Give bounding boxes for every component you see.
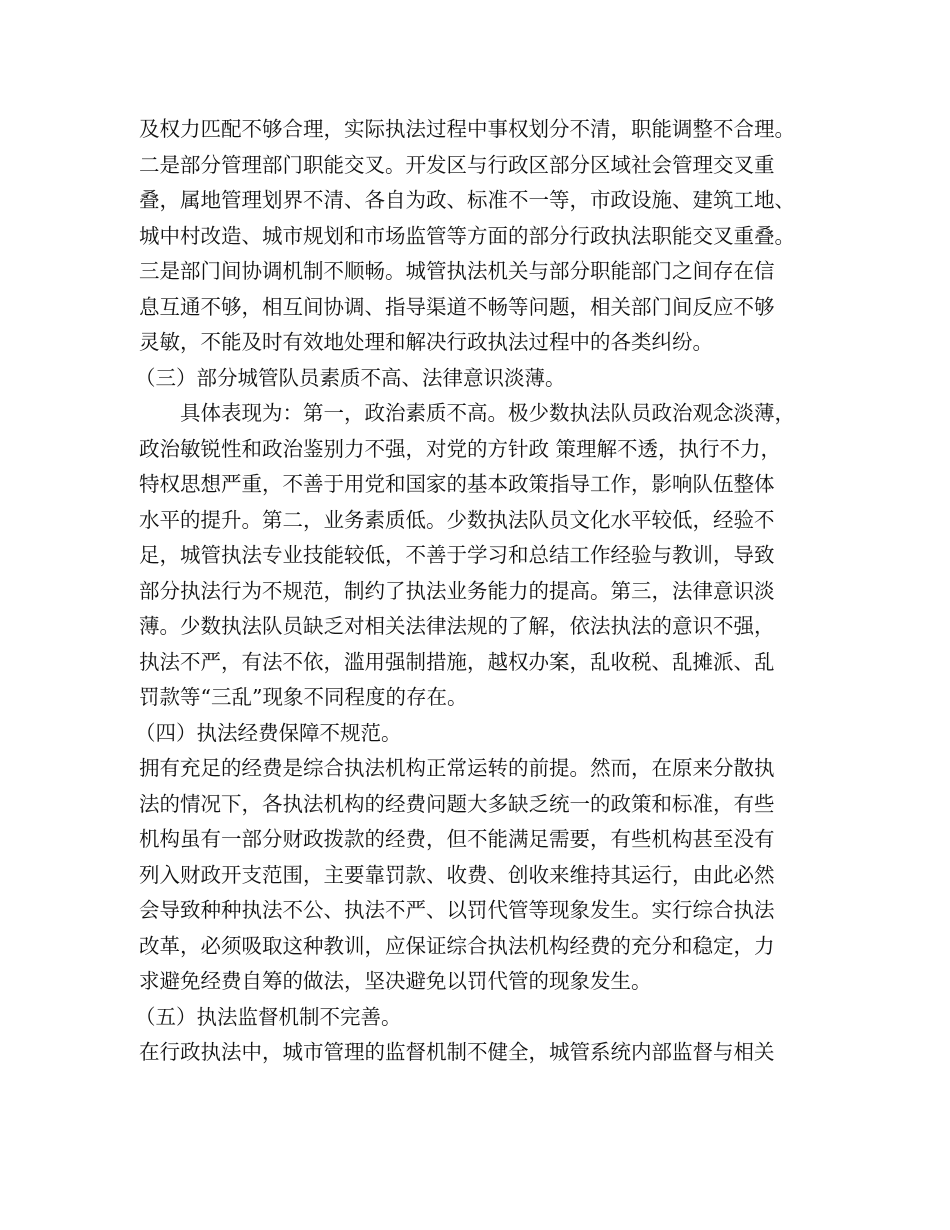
body-line: 改革，必须吸取这种教训，应保证综合执法机构经费的充分和稳定，力 [139, 933, 775, 958]
body-line: 薄。少数执法队员缺乏对相关法律法规的了解，依法执法的意识不强， [139, 614, 775, 638]
body-line: 执法不严，有法不依，滥用强制措施，越权办案，乱收税、乱摊派、乱 [139, 649, 775, 674]
body-line: 政治敏锐性和政治鉴别力不强，对党的方针政 策理解不透，执行不力， [139, 436, 782, 461]
section-heading: （三）部分城管队员素质不高、法律意识淡薄。 [135, 365, 566, 390]
body-line: 特权思想严重，不善于用党和国家的基本政策指导工作，影响队伍整体 [139, 472, 775, 496]
body-line: 二是部分管理部门职能交叉。开发区与行政区部分区域社会管理交叉重 [139, 152, 775, 177]
body-line: 罚款等“三乱”现象不同程度的存在。 [139, 685, 468, 709]
body-line: 拥有充足的经费是综合执法机构正常运转的前提。然而，在原来分散执 [139, 756, 775, 780]
body-line: 具体表现为：第一，政治素质不高。极少数执法队员政治观念淡薄， [139, 401, 795, 425]
body-line: 会导致种种执法不公、执法不严、以罚代管等现象发生。实行综合执法 [139, 898, 775, 922]
body-line: 及权力匹配不够合理，实际执法过程中事权划分不清，职能调整不合理。 [139, 117, 795, 141]
section-heading: （五）执法监督机制不完善。 [135, 1004, 402, 1029]
body-line: 在行政执法中，城市管理的监督机制不健全，城管系统内部监督与相关 [139, 1040, 775, 1064]
body-line: 城中村改造、城市规划和市场监管等方面的部分行政执法职能交叉重叠。 [139, 223, 795, 248]
body-line: 息互通不够，相互间协调、指导渠道不畅等问题，相关部门间反应不够 [139, 294, 775, 319]
body-line: 三是部门间协调机制不顺畅。城管执法机关与部分职能部门之间存在信 [139, 259, 775, 283]
body-line: 机构虽有一部分财政拨款的经费，但不能满足需要，有些机构甚至没有 [139, 827, 775, 851]
section-heading: （四）执法经费保障不规范。 [135, 720, 402, 745]
body-line: 叠，属地管理划界不清、各自为政、标准不一等，市政设施、建筑工地、 [139, 188, 795, 212]
body-line: 求避免经费自筹的做法，坚决避免以罚代管的现象发生。 [139, 969, 652, 993]
body-line: 足，城管执法专业技能较低，不善于学习和总结工作经验与教训，导致 [139, 543, 775, 567]
body-line: 列入财政开支范围，主要靠罚款、收费、创收来维持其运行，由此必然 [139, 862, 775, 887]
body-line: 部分执法行为不规范，制约了执法业务能力的提高。第三，法律意识淡 [139, 578, 775, 603]
body-line: 灵敏，不能及时有效地处理和解决行政执法过程中的各类纠纷。 [139, 330, 713, 354]
body-line: 法的情况下，各执法机构的经费问题大多缺乏统一的政策和标准，有些 [139, 791, 775, 816]
body-line: 水平的提升。第二，业务素质低。少数执法队员文化水平较低，经验不 [139, 507, 775, 532]
document-body [135, 112, 829, 1071]
